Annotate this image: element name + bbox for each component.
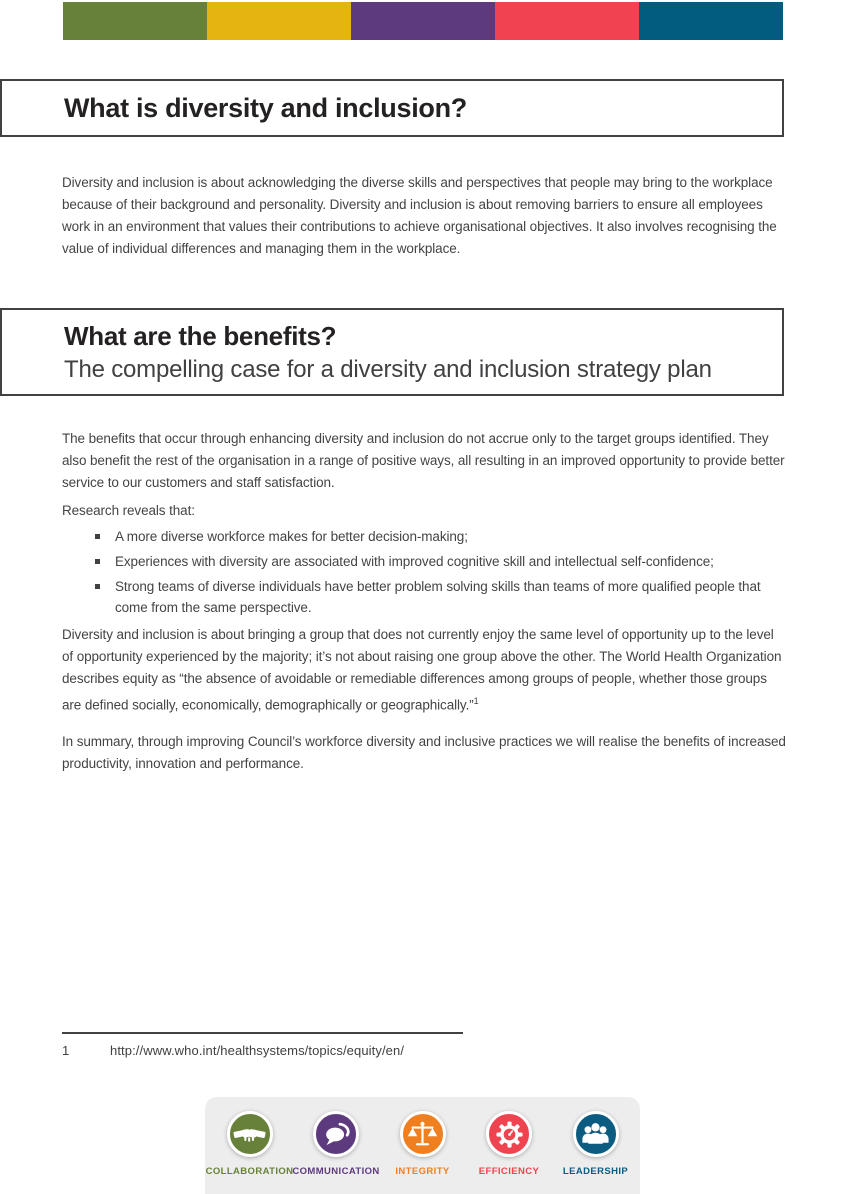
color-bar-segment-purple bbox=[351, 2, 495, 40]
section-title-diversity: What is diversity and inclusion? bbox=[64, 93, 467, 123]
brand-color-bar bbox=[63, 2, 783, 40]
bullet-square-icon bbox=[95, 559, 100, 564]
section-heading-box-diversity bbox=[0, 79, 784, 137]
footnote-url: http://www.who.int/healthsystems/topics/equity/en/ bbox=[110, 1043, 405, 1058]
footnote-number: 1 bbox=[62, 1043, 70, 1058]
list-item bbox=[62, 526, 786, 547]
bullet-square-icon bbox=[95, 584, 100, 589]
color-bar-segment-green bbox=[63, 2, 207, 40]
research-bullet-list bbox=[62, 526, 786, 618]
value-label-leadership: LEADERSHIP bbox=[562, 1166, 629, 1177]
paragraph-equity-text: Diversity and inclusion is about bringing a group that does not currently enjoy the same level of opportunity up to the level of opportunity experienced by the majority; it’s not about raising one group above the other. The World Health Organization describes equity as “the absence of avoidable or remediable differences among groups of people, whether those groups are defined socially, economically, demographically or geographically.” bbox=[62, 627, 782, 713]
footnote-divider bbox=[62, 1032, 463, 1034]
paragraph-equity bbox=[62, 624, 786, 717]
speech-bubbles-icon bbox=[313, 1111, 359, 1157]
value-label-communication: COMMUNICATION bbox=[292, 1166, 380, 1177]
paragraph-benefits-intro: The benefits that occur through enhancing diversity and inclusion do not accrue only to the target groups identified. They also benefit the rest of the organisation in a range of positive ways, all resulting in an improved opportunity to provide better service to our customers and staff satisfaction. bbox=[62, 431, 785, 490]
bullet-text: Strong teams of diverse individuals have better problem solving skills than teams of more qualified people that come from the same perspective. bbox=[115, 579, 761, 615]
value-item-collaboration bbox=[205, 1111, 294, 1177]
people-icon bbox=[573, 1111, 619, 1157]
value-item-leadership bbox=[554, 1111, 638, 1177]
gear-icon bbox=[486, 1111, 532, 1157]
scales-icon bbox=[400, 1111, 446, 1157]
value-label-efficiency: EFFICIENCY bbox=[478, 1166, 540, 1177]
list-item bbox=[62, 576, 786, 618]
footnote-block bbox=[62, 1032, 786, 1058]
paragraph-research-lead: Research reveals that: bbox=[62, 503, 195, 518]
handshake-icon bbox=[227, 1111, 273, 1157]
value-item-communication bbox=[294, 1111, 378, 1177]
color-bar-segment-gold bbox=[207, 2, 351, 40]
section-title-benefits: What are the benefits? bbox=[64, 321, 337, 351]
value-label-collaboration: COLLABORATION bbox=[205, 1166, 294, 1177]
section-subtitle-benefits: The compelling case for a diversity and inclusion strategy plan bbox=[64, 356, 712, 383]
values-footer-panel bbox=[205, 1097, 640, 1194]
color-bar-segment-teal bbox=[639, 2, 783, 40]
bullet-text: Experiences with diversity are associated with improved cognitive skill and intellectual self-confidence; bbox=[115, 554, 714, 569]
color-bar-segment-red bbox=[495, 2, 639, 40]
value-item-efficiency bbox=[467, 1111, 551, 1177]
list-item bbox=[62, 551, 786, 572]
paragraph-diversity-definition: Diversity and inclusion is about acknowledging the diverse skills and perspectives that people may bring to the workplace because of their background and personality. Diversity and inclusion is about removing barriers to ensure all employees work in an environment that values their contributions to achieve organisational objectives. It also involves recognising the value of individual differences and managing them in the workplace. bbox=[62, 175, 777, 256]
footnote-reference-mark: 1 bbox=[473, 696, 479, 706]
value-item-integrity bbox=[381, 1111, 465, 1177]
value-label-integrity: INTEGRITY bbox=[395, 1166, 450, 1177]
body-content bbox=[62, 172, 786, 775]
bullet-square-icon bbox=[95, 534, 100, 539]
footnote-entry bbox=[62, 1043, 786, 1058]
bullet-text: A more diverse workforce makes for better decision-making; bbox=[115, 529, 468, 544]
paragraph-summary: In summary, through improving Council’s workforce diversity and inclusive practices we will realise the benefits of increased productivity, innovation and performance. bbox=[62, 733, 786, 771]
